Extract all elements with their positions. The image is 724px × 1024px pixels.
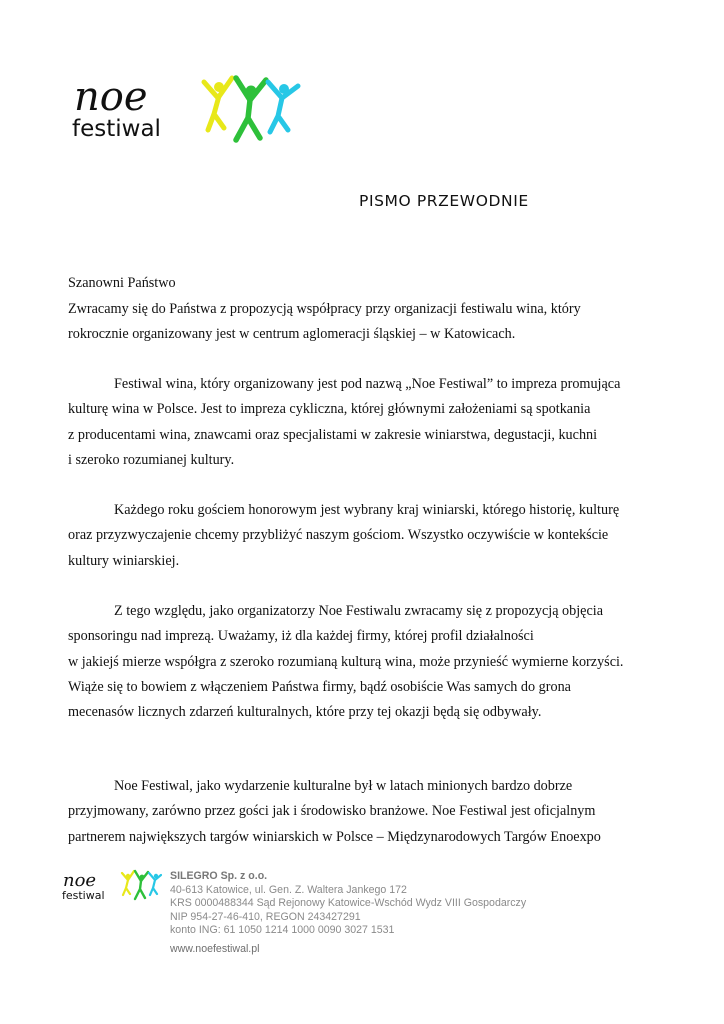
paragraph-line: Każdego roku gościem honorowym jest wybrany kraj winiarski, którego historię, kulturę (114, 502, 620, 518)
company-bank: konto ING: 61 1050 1214 1000 0090 3027 1531 (170, 924, 395, 937)
footer-logo-subtitle: festiwal (62, 889, 105, 902)
paragraph-line: i szeroko rozumianej kultury. (68, 452, 235, 468)
paragraph-line: sponsoringu nad imprezą. Uważamy, iż dla każdej firmy, której profil działalności (68, 628, 534, 644)
paragraph-line: oraz przyzwyczajenie chcemy przybliżyć naszym gościom. Wszystko oczywiście w kontekście (68, 527, 609, 543)
footer-dancing-figures-icon (122, 871, 161, 899)
header-logo (68, 70, 308, 148)
paragraph-line: kultury winiarskiej. (68, 553, 180, 569)
dancing-figures-icon (204, 78, 298, 140)
company-nip: NIP 954-27-46-410, REGON 243427291 (170, 910, 361, 923)
company-name: SILEGRO Sp. z o.o. (170, 870, 268, 882)
page-title: PISMO PRZEWODNIE (359, 192, 529, 210)
paragraph-line: w jakiejś mierze współgra z szeroko rozumianą kulturą wina, może przynieść wymierne korzyści. (68, 654, 624, 670)
company-info (170, 870, 526, 938)
paragraph-line: Noe Festiwal, jako wydarzenie kulturalne był w latach minionych bardzo dobrze (114, 778, 573, 794)
paragraph-line: Zwracamy się do Państwa z propozycją współpracy przy organizacji festiwalu wina, który (68, 301, 581, 317)
paragraph-line: rokrocznie organizowany jest w centrum aglomeracji śląskiej – w Katowicach. (68, 326, 516, 342)
footer-logo-name: noe (63, 870, 97, 891)
paragraph-line: partnerem największych targów winiarskich w Polsce – Międzynarodowych Targów Enoexpo (68, 829, 601, 845)
paragraph-line: Festiwal wina, który organizowany jest pod nazwą „Noe Festiwal” to impreza promująca (114, 376, 621, 392)
paragraph-line: mecenasów licznych zdarzeń kulturalnych, które przy tej okazji będą się odbywały. (68, 704, 542, 720)
footer-logo (60, 868, 162, 904)
paragraph-line: kulturę wina w Polsce. Jest to impreza cykliczna, której głównymi założeniami są spotkania (68, 401, 591, 417)
logo-name: noe (74, 74, 148, 120)
company-address: 40-613 Katowice, ul. Gen. Z. Waltera Jankego 172 (170, 883, 407, 896)
paragraph-line: Wiąże się to bowiem z włączeniem Państwa firmy, bądź osobiście Was samych do grona (68, 679, 571, 695)
paragraph-line: Z tego względu, jako organizatorzy Noe Festiwalu zwracamy się z propozycją objęcia (114, 603, 604, 619)
website-url: www.noefestiwal.pl (170, 943, 260, 955)
paragraph-line: przyjmowany, zarówno przez gości jak i środowisko branżowe. Noe Festiwal jest oficjalnym (68, 803, 596, 819)
logo-subtitle: festiwal (72, 116, 161, 142)
salutation: Szanowni Państwo (68, 275, 176, 291)
company-krs: KRS 0000488344 Sąd Rejonowy Katowice-Wschód Wydz VIII Gospodarczy (170, 897, 527, 910)
paragraph-line: z producentami wina, znawcami oraz specjalistami w zakresie winiarstwa, degustacji, kuchni (68, 427, 598, 443)
